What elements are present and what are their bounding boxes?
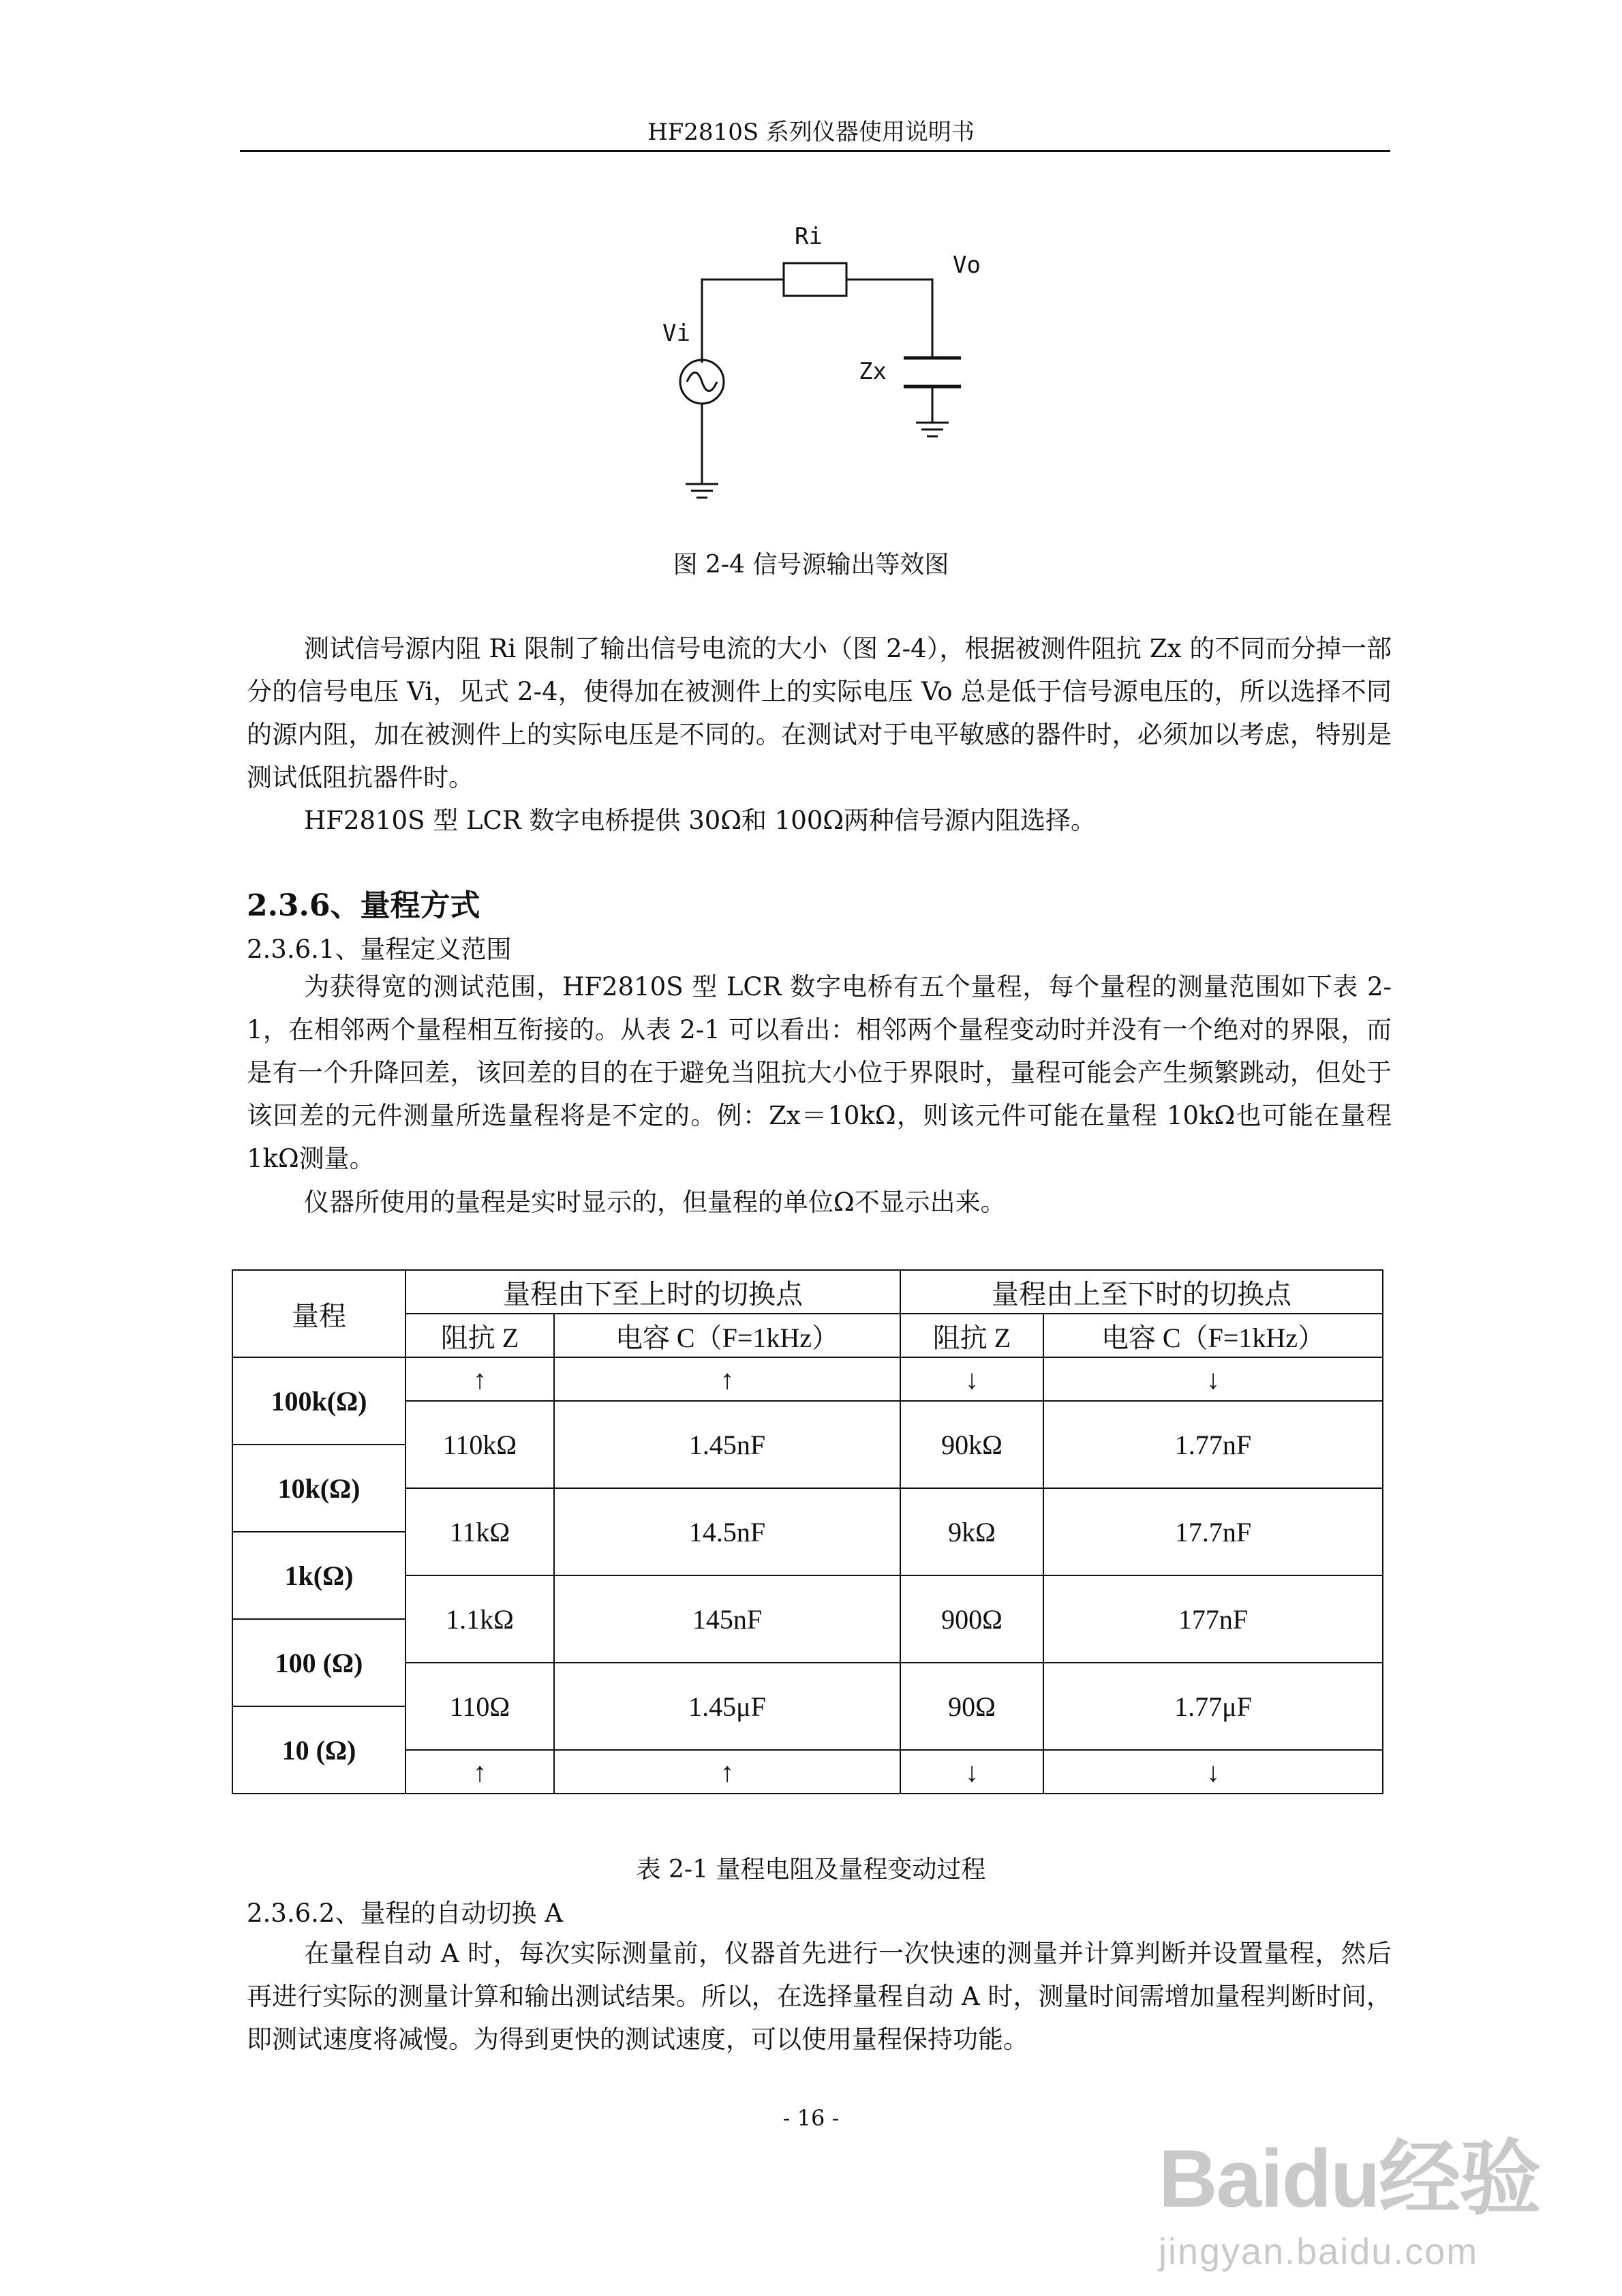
- arrow-up: ↑: [406, 1357, 554, 1401]
- table-cell: 90Ω: [900, 1663, 1043, 1750]
- table-cell: 900Ω: [900, 1575, 1043, 1663]
- range-label: 1k(Ω): [232, 1532, 406, 1619]
- label-zx: Zx: [859, 358, 887, 385]
- table-cell: 1.1kΩ: [406, 1575, 554, 1663]
- arrow-up: ↑: [554, 1750, 900, 1794]
- label-vi: Vi: [662, 320, 690, 347]
- subsection-heading-range-definition: 2.3.6.1、量程定义范围: [247, 935, 512, 964]
- paragraph-resistance-options: HF2810S 型 LCR 数字电桥提供 30Ω和 100Ω两种信号源内阻选择。: [304, 806, 1097, 835]
- label-ri: Ri: [795, 223, 823, 250]
- table-cell: 90kΩ: [900, 1401, 1043, 1488]
- arrow-down: ↓: [900, 1750, 1043, 1794]
- wire-top-left: [702, 280, 784, 363]
- table-cell: 177nF: [1043, 1575, 1383, 1663]
- paragraph-auto-switch: 在量程自动 A 时，每次实际测量前，仪器首先进行一次快速的测量并计算判断并设置量程，然后再进行实际的测量计算和输出测试结果。所以，在选择量程自动 A 时，测量时间需增加量程判断时间，即测试速度将减慢。为得到更快的测试速度，可以使用量程保持功能。: [247, 1939, 1392, 2054]
- watermark-brand: Baidu经验: [1159, 2133, 1540, 2224]
- range-column-header: 量程: [232, 1270, 406, 1357]
- watermark: [1159, 2113, 1540, 2273]
- range-label: 10 (Ω): [232, 1706, 406, 1794]
- range-label: 100 (Ω): [232, 1619, 406, 1706]
- table-cell: 9kΩ: [900, 1488, 1043, 1575]
- arrow-down: ↓: [900, 1357, 1043, 1401]
- resistor-icon: [784, 263, 846, 296]
- table-cell: 1.45μF: [554, 1663, 900, 1750]
- table-cell: 145nF: [554, 1575, 900, 1663]
- ground-icon: [916, 423, 949, 436]
- paragraph-range-definition: 为获得宽的测试范围，HF2810S 型 LCR 数字电桥有五个量程，每个量程的测量范围如下表 2-1，在相邻两个量程相互衔接的。从表 2-1 可以看出：相邻两个量程变动时并没有一个绝对的界限，而是有一个升降回差，该回差的目的在于避免当阻抗大小位于界限时，量程可能会产生频繁跳动，但处于该回差的元件测量所选量程将是不定的。例：Zx＝10kΩ，则该元件可能在量程 10kΩ也可能在量程 1kΩ测量。: [247, 972, 1392, 1173]
- subsection-heading-auto-switch: 2.3.6.2、量程的自动切换 A: [247, 1899, 563, 1928]
- section-heading-range-mode: 2.3.6、量程方式: [247, 888, 480, 923]
- arrow-down: ↓: [1043, 1357, 1383, 1401]
- page-number: - 16 -: [782, 2105, 840, 2131]
- table-cell: 11kΩ: [406, 1488, 554, 1575]
- paragraph-source-resistance: 测试信号源内阻 Ri 限制了输出信号电流的大小（图 2-4），根据被测件阻抗 Zx 的不同而分掉一部分的信号电压 Vi，见式 2-4，使得加在被测件上的实际电压 Vo 总是低于信号源电压的，所以选择不同的源内阻，加在被测件上的实际电压是不同的。在测试对于电平敏感的器件时，必须加以考虑，特别是测试低阻抗器件时。: [247, 634, 1392, 792]
- header-rule: [240, 150, 1390, 152]
- table-cell: 1.77nF: [1043, 1401, 1383, 1488]
- up-switch-header: 量程由下至上时的切换点: [406, 1270, 900, 1314]
- table-cell: 1.77μF: [1043, 1663, 1383, 1750]
- circuit-diagram: [634, 218, 988, 518]
- table-caption: 表 2-1 量程电阻及量程变动过程: [636, 1856, 986, 1884]
- table-cell: 110kΩ: [406, 1401, 554, 1488]
- ground-icon: [686, 484, 718, 498]
- table-cell: 17.7nF: [1043, 1488, 1383, 1575]
- arrow-up: ↑: [554, 1357, 900, 1401]
- paragraph-range-display: 仪器所使用的量程是实时显示的，但量程的单位Ω不显示出来。: [304, 1188, 1006, 1217]
- arrow-up: ↑: [406, 1750, 554, 1794]
- range-table: [232, 1269, 1383, 1794]
- up-capacitance-header: 电容 C（F=1kHz）: [554, 1314, 900, 1357]
- table-cell: 14.5nF: [554, 1488, 900, 1575]
- down-impedance-header: 阻抗 Z: [900, 1314, 1043, 1357]
- range-label: 10k(Ω): [232, 1445, 406, 1532]
- down-capacitance-header: 电容 C（F=1kHz）: [1043, 1314, 1383, 1357]
- capacitor-icon: [904, 358, 961, 387]
- watermark-url: jingyan.baidu.com: [1159, 2231, 1479, 2272]
- down-switch-header: 量程由上至下时的切换点: [900, 1270, 1383, 1314]
- figure-caption: 图 2-4 信号源输出等效图: [673, 551, 949, 579]
- table-cell: 1.45nF: [554, 1401, 900, 1488]
- wire-top-right: [846, 280, 932, 358]
- up-impedance-header: 阻抗 Z: [406, 1314, 554, 1357]
- table-cell: 110Ω: [406, 1663, 554, 1750]
- label-vo: Vo: [953, 252, 981, 279]
- arrow-down: ↓: [1043, 1750, 1383, 1794]
- range-label: 100k(Ω): [232, 1357, 406, 1445]
- page-header-title: HF2810S 系列仪器使用说明书: [647, 119, 975, 146]
- ac-source-icon: [680, 360, 724, 404]
